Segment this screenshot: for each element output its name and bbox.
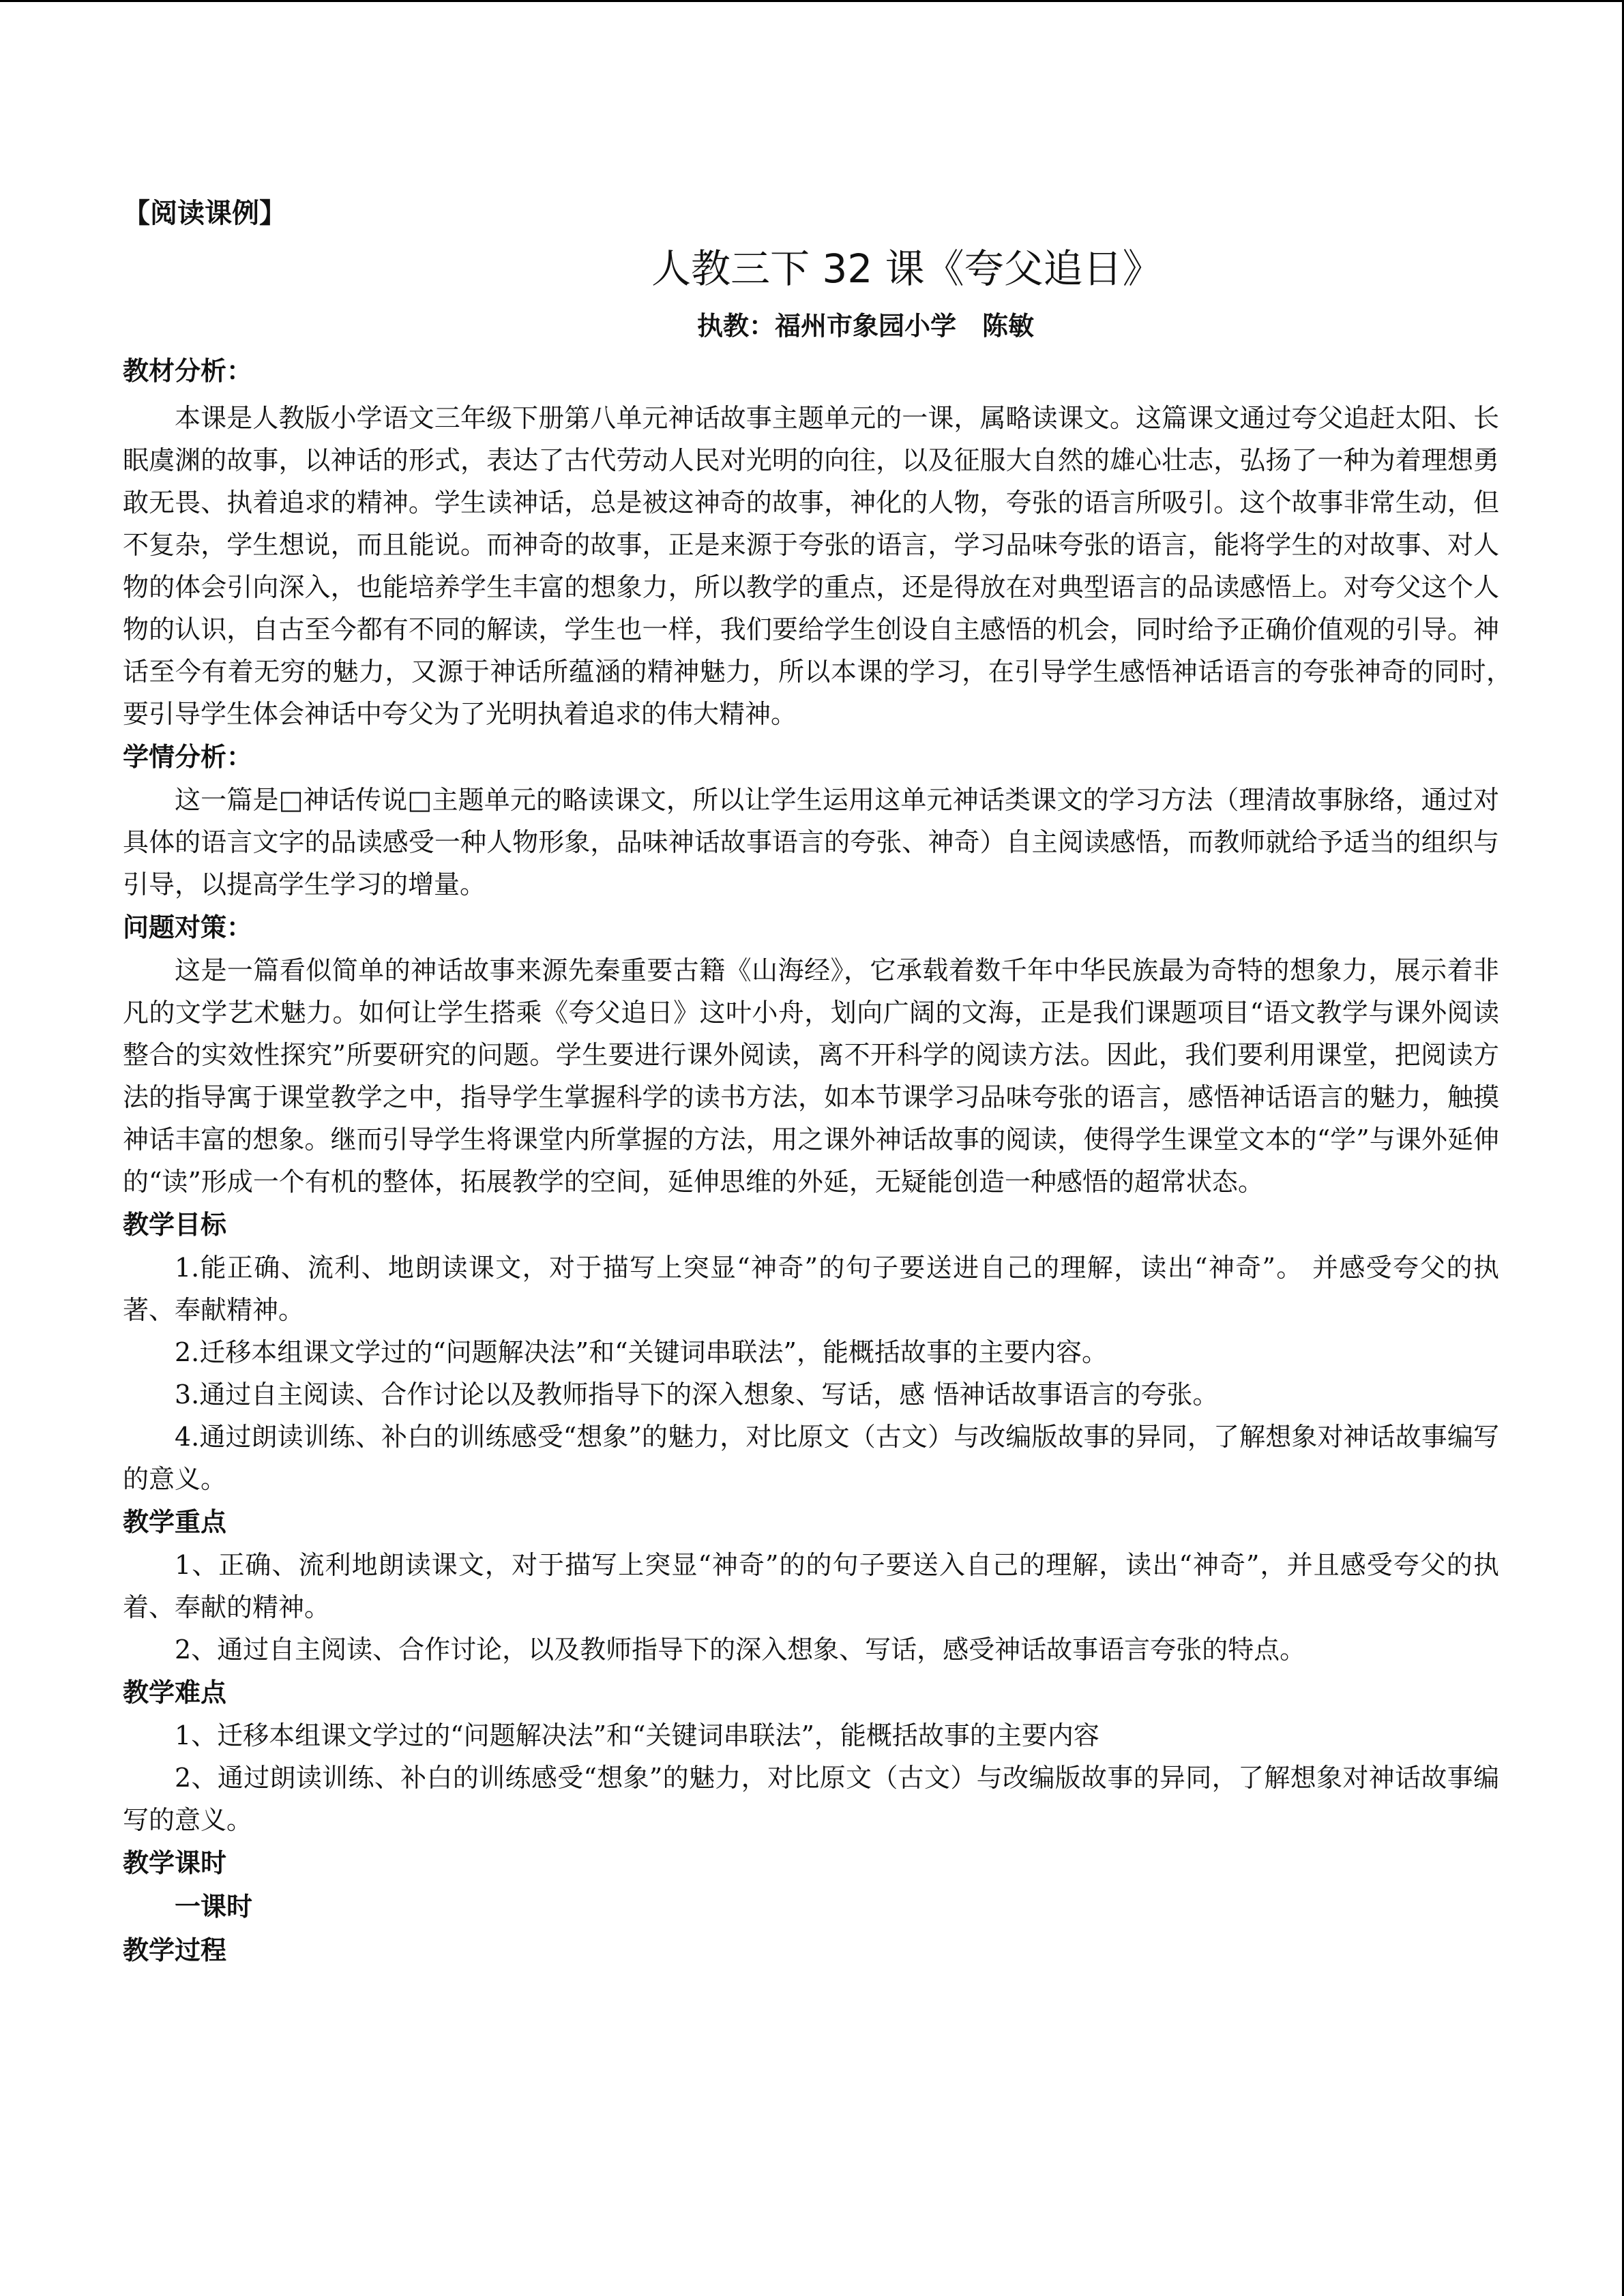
teaching-hours-text: 一课时	[175, 1892, 253, 1922]
material-analysis-heading: 教材分析：	[123, 356, 253, 386]
strategy-text: 这是一篇看似简单的神话故事来源先秦重要古籍《山海经》，它承载着数千年中华民族最为奇特的想象力，展示着非凡的文学艺术魅力。如何让学生搭乘《夸父追日》这叶小舟，划向广阔的文海，正是我们课题项目“语文教学与课外阅读整合的实效性探究”所要研究的问题。学生要进行课外阅读，离不开科学的阅读方法。因此，我们要利用课堂，把阅读方法的指导寓于课堂教学之中，指导学生掌握科学的读书方法，如本节课学习品味夸张的语言，感悟神话语言的魅力，触摸神话丰富的想象。继而引导学生将课堂内所掌握的方法，用之课外神话故事的阅读，使得学生课堂文本的“学”与课外延伸的“读”形成一个有机的整体，拓展教学的空间，延伸思维的外延，无疑能创造一种感悟的超常状态。	[123, 955, 1499, 1197]
objective-item: 3.通过自主阅读、合作讨论以及教师指导下的深入想象、写话，感 悟神话故事语言的夸张。	[175, 1380, 1219, 1410]
teaching-process-heading: 教学过程	[123, 1935, 227, 1965]
key-point-item: 2、通过自主阅读、合作讨论，以及教师指导下的深入想象、写话，感受神话故事语言夸张的特点。	[175, 1635, 1306, 1665]
objective-item: 4.通过朗读训练、补白的训练感受“想象”的魅力，对比原文（古文）与改编版故事的异同，了解想象对神话故事编写的意义。	[123, 1422, 1499, 1494]
learner-analysis-heading: 学情分析：	[123, 742, 253, 772]
section-tag: 【阅读课例】	[123, 198, 286, 229]
objective-item: 1.能正确、流利、地朗读课文，对于描写上突显“神奇”的句子要送进自己的理解，读出“神奇”。 并感受夸父的执著、奉献精神。	[123, 1253, 1499, 1325]
difficulty-item: 2、通过朗读训练、补白的训练感受“想象”的魅力，对比原文（古文）与改编版故事的异同，了解想象对神话故事编写的意义。	[123, 1763, 1499, 1835]
teacher-info: 执教：福州市象园小学 陈敏	[697, 311, 1035, 341]
objective-item: 2.迁移本组课文学过的“问题解决法”和“关键词串联法”，能概括故事的主要内容。	[175, 1337, 1108, 1367]
material-analysis-text: 本课是人教版小学语文三年级下册第八单元神话故事主题单元的一课，属略读课文。这篇课文通过夸父追赶太阳、长眠虞渊的故事，以神话的形式，表达了古代劳动人民对光明的向往，以及征服大自然的雄心壮志，弘扬了一种为着理想勇敢无畏、执着追求的精神。学生读神话，总是被这神奇的故事，神化的人物，夸张的语言所吸引。这个故事非常生动，但不复杂，学生想说，而且能说。而神奇的故事，正是来源于夸张的语言，学习品味夸张的语言，能将学生的对故事、对人物的体会引向深入，也能培养学生丰富的想象力，所以教学的重点，还是得放在对典型语言的品读感悟上。对夸父这个人物的认识，自古至今都有不同的解读，学生也一样，我们要给学生创设自主感悟的机会，同时给予正确价值观的引导。神话至今有着无穷的魅力，又源于神话所蕴涵的精神魅力，所以本课的学习，在引导学生感悟神话语言的夸张神奇的同时， 要引导学生体会神话中夸父为了光明执着追求的伟大精神。	[123, 403, 1526, 729]
strategy-heading: 问题对策：	[123, 912, 253, 942]
learner-analysis-text: 这一篇是□神话传说□主题单元的略读课文，所以让学生运用这单元神话类课文的学习方法（理清故事脉络，通过对具体的语言文字的品读感受一种人物形象，品味神话故事语言的夸张、神奇）自主阅读感悟，而教师就给予适当的组织与引导，以提高学生学习的增量。	[123, 785, 1499, 899]
key-points-heading: 教学重点	[123, 1507, 227, 1537]
document-body	[123, 192, 1526, 1972]
page-top-border	[0, 0, 1624, 2]
difficulties-heading: 教学难点	[123, 1678, 227, 1708]
key-point-item: 1、正确、流利地朗读课文，对于描写上突显“神奇”的的句子要送入自己的理解，读出“神奇”，并且感受夸父的执着、奉献的精神。	[123, 1550, 1499, 1622]
teaching-hours-heading: 教学课时	[123, 1848, 227, 1878]
page-title: 人教三下 32 课《夸父追日》	[651, 245, 1162, 292]
difficulty-item: 1、迁移本组课文学过的“问题解决法”和“关键词串联法”，能概括故事的主要内容	[175, 1720, 1099, 1750]
objectives-heading: 教学目标	[123, 1210, 227, 1240]
